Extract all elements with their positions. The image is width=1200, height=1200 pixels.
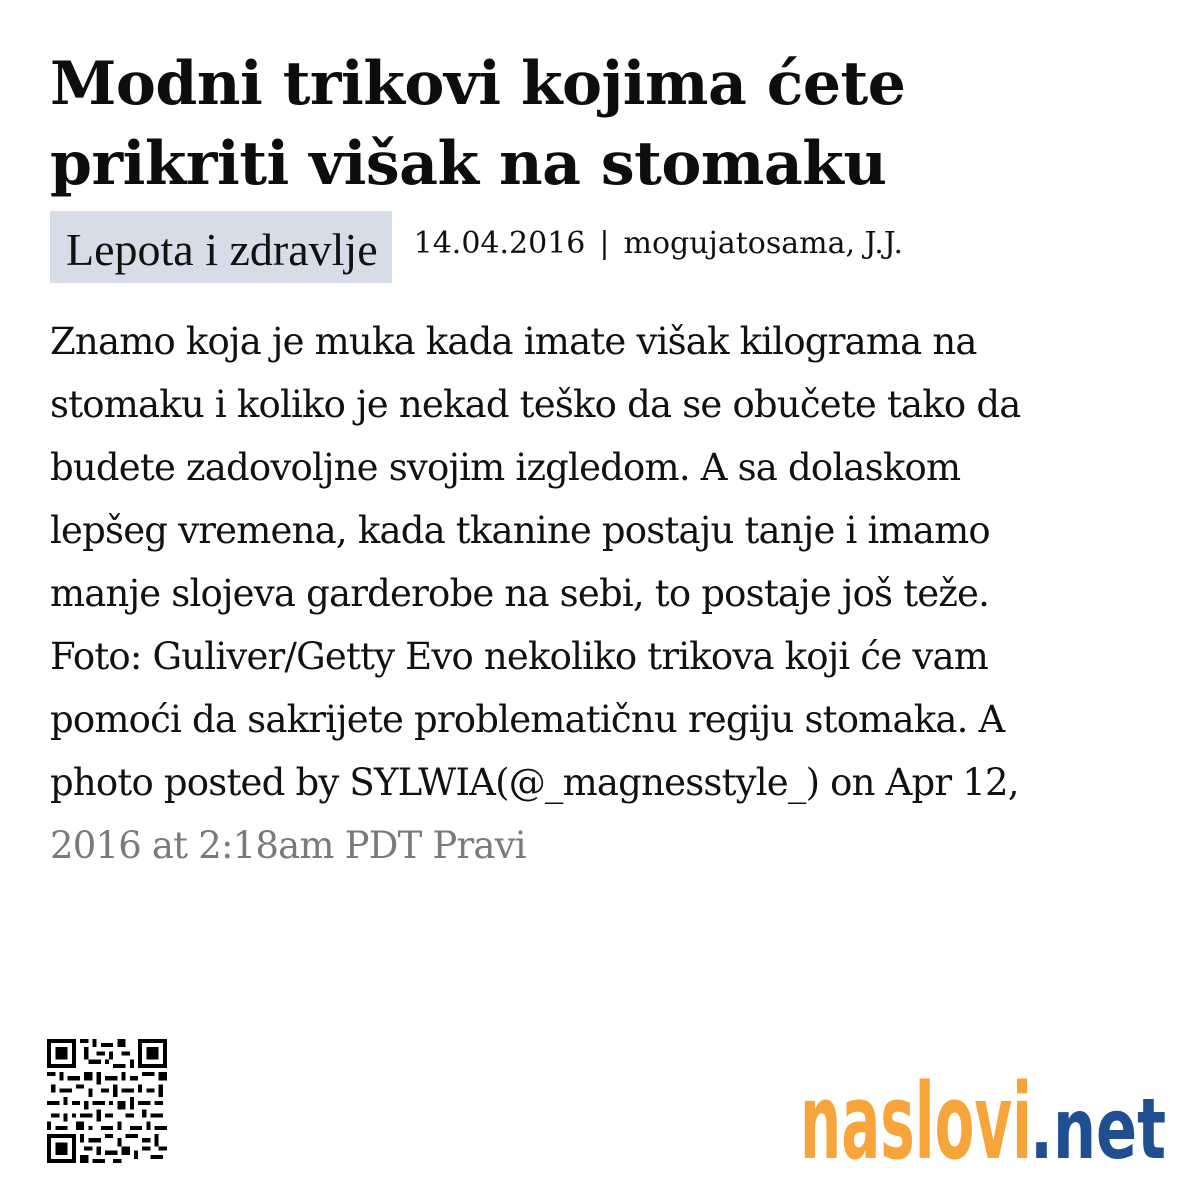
body-line-faded: 2016 at 2:18am PDT Pravi <box>50 824 526 867</box>
logo-text-part1: naslovi <box>800 1062 1032 1172</box>
logo-text-part2: .net <box>1030 1080 1166 1172</box>
article-title-line-2: prikriti višak na stomaku <box>50 129 887 199</box>
body-line: budete zadovoljne svojim izgledom. A sa dolaskom <box>50 446 961 489</box>
body-line: Znamo koja je muka kada imate višak kilograma na <box>50 320 977 363</box>
body-line: Foto: Guliver/Getty Evo nekoliko trikova koji će vam <box>50 635 989 678</box>
article-date: 14.04.2016 <box>413 226 586 261</box>
meta-separator: | <box>599 226 610 261</box>
article-author: mogujatosama, J.J. <box>623 226 904 261</box>
qr-code-icon <box>47 1038 167 1164</box>
article-body <box>50 310 1170 877</box>
body-line: lepšeg vremena, kada tkanine postaju tanje i imamo <box>50 509 990 552</box>
body-line: photo posted by SYLWIA(@_magnesstyle_) on Apr 12, <box>50 761 1019 804</box>
article-title-line-1: Modni trikovi kojima ćete <box>50 49 906 119</box>
article-title <box>50 44 1150 204</box>
article-meta <box>50 211 903 283</box>
body-line: pomoći da sakrijete problematičnu regiju stomaka. A <box>50 698 1005 741</box>
naslovi-net-logo <box>800 1062 1170 1172</box>
body-line: stomaku i koliko je nekad teško da se obučete tako da <box>50 383 1021 426</box>
body-line: manje slojeva garderobe na sebi, to postaje još teže. <box>50 572 990 615</box>
category-tag[interactable]: Lepota i zdravlje <box>50 211 392 283</box>
